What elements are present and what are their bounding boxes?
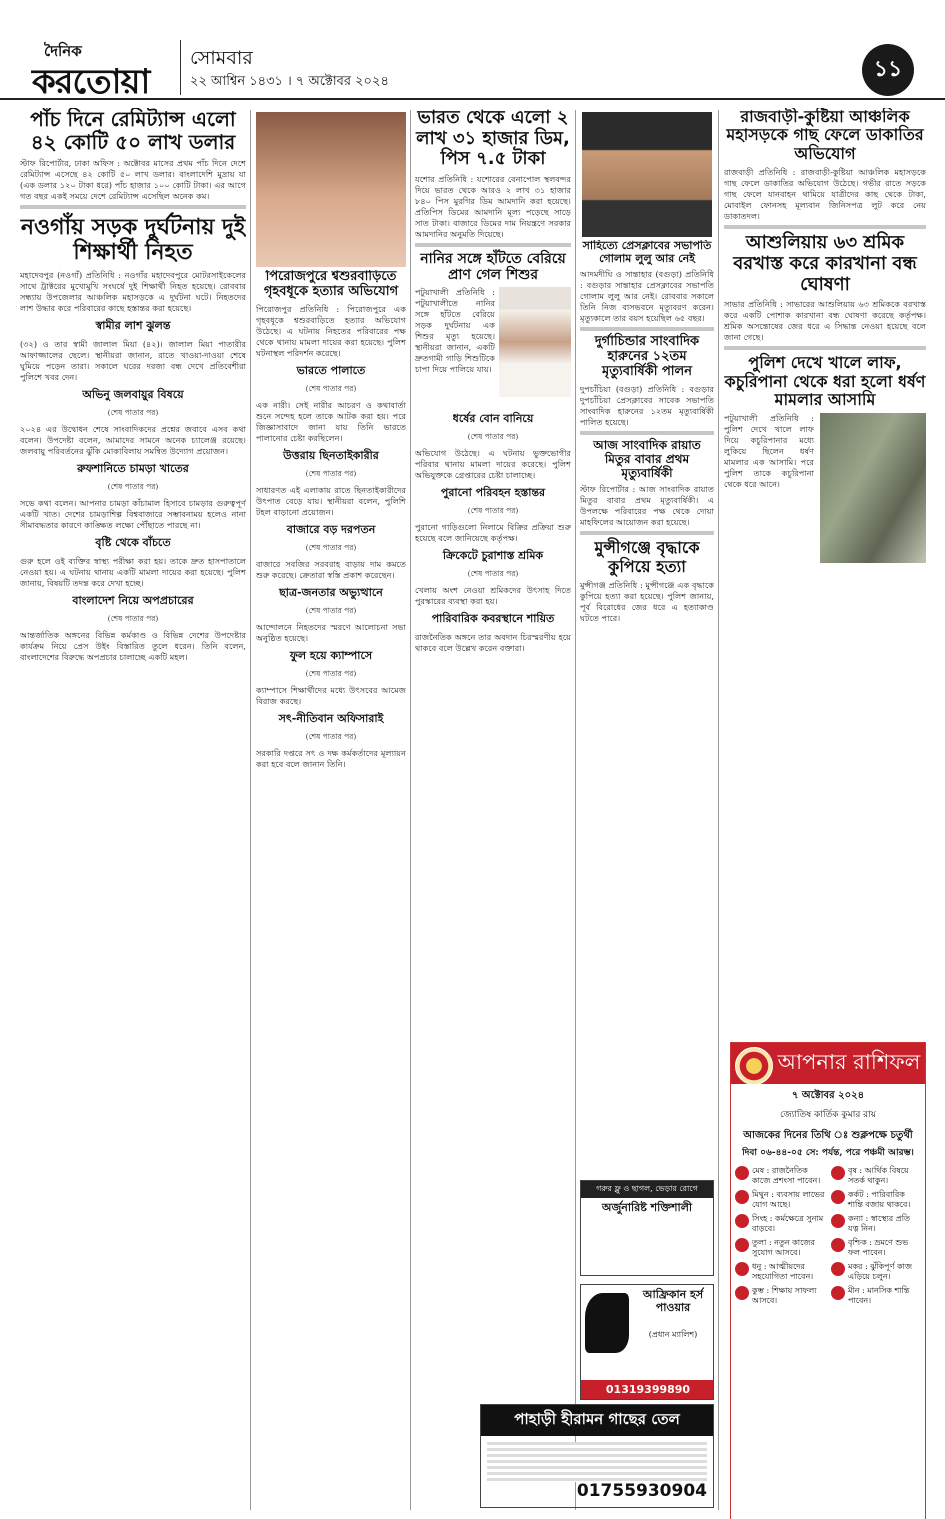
- headline-child-death: নানির সঙ্গে হাঁটতে বেরিয়ে প্রাণ গেল শিশুর: [420, 251, 566, 284]
- subhead-transport: পুরানো পরিবহন হস্তান্তর: [440, 486, 546, 500]
- ad-phone: 01319399890: [581, 1380, 714, 1399]
- zodiac-sign-text: তুলা : নতুন কাজের সুযোগ আসবে।: [752, 1238, 815, 1257]
- child-photo: [499, 287, 571, 397]
- zodiac-sign-item: [831, 1190, 921, 1210]
- zodiac-sign-text: ধনু : আত্মীয়দের সহযোগিতা পাবেন।: [752, 1262, 814, 1281]
- column-2: [256, 270, 406, 1510]
- ad-subtitle: (প্রধান ম্যালিশ): [648, 1330, 698, 1339]
- article-naogaon-accident: মহাদেবপুর (নওগাঁ) প্রতিনিধি : নওগাঁর মহাদেবপুরে মোটরসাইকেলের সাথে ট্রাক্টরের মুখোমুখি সংঘর্ষে দুই শিক্ষার্থী নিহত হয়েছে। রোববার সন্ধ্যায় উপজেলার আঞ্চলিক মহাসড়কে এ দুর্ঘটনা ঘটে। নিহতদের লাশ উদ্ধার করে পরিবারের কাছে হস্তান্তর করা হয়েছে।: [20, 269, 246, 313]
- headline-anniversary: আজ সাংবাদিক রায়াত মিতুর বাবার প্রথম মৃত্যুবার্ষিকী: [593, 438, 701, 480]
- headline-pirojpur: পিরোজপুরে শ্বশুরবাড়িতে গৃহবধূকে হত্যার অভিযোগ: [263, 270, 399, 299]
- zodiac-icon: [831, 1214, 845, 1228]
- horoscope-box: [730, 1042, 926, 1519]
- zodiac-sign-text: সিংহ : কর্মক্ষেত্রে সুনাম বাড়বে।: [752, 1214, 824, 1233]
- continued-note: (শেষ পাতার পর): [305, 542, 357, 552]
- ad-arjunarishta: [580, 1180, 714, 1276]
- journalist-photo: [582, 112, 712, 237]
- subhead-cricket: ক্রিকেটে চুরাশাস্ত শ্রমিক: [442, 549, 544, 563]
- zodiac-sign-item: [831, 1286, 921, 1306]
- article-india-escape: এক নারী। সেই নারীর আচরণ ও কথাবার্তা শুনে সন্দেহ হলে তাকে আটক করা হয়। পরে জিজ্ঞাসাবাদে জানা যায় তিনি ভারতে পালানোর চেষ্টা করছিলেন।: [256, 399, 406, 443]
- zodiac-icon: [735, 1166, 749, 1180]
- continued-note: (শেষ পাতার পর): [467, 569, 519, 579]
- masthead: [0, 0, 945, 100]
- subhead-india-escape: ভারতে পালাতে: [296, 363, 366, 377]
- article-harun: দুপচাঁচিয়া (বগুড়া) প্রতিনিধি : বগুড়ার দুপচাঁচিয়া প্রেসক্লাবের সাবেক সভাপতি সাংবাদিক হারুনের ১২তম মৃত্যুবার্ষিকী পালিত হয়েছে।: [580, 384, 714, 428]
- column-rule: [250, 110, 251, 1510]
- continued-note: (শেষ পাতার পর): [305, 668, 357, 678]
- continued-note: (শেষ পাতার পর): [107, 481, 159, 491]
- masthead-day: সোমবার: [190, 47, 253, 69]
- zodiac-sign-item: [735, 1166, 825, 1186]
- newspaper-logo: করতোয়া: [32, 62, 150, 102]
- divider: [580, 531, 714, 535]
- article-rain: গুরু হলে ওই ব্যক্তির স্বাস্থ্য পরীক্ষা করা হয়। তাকে দ্রুত হাসপাতালে নেওয়া হয়। এ ঘটনায় থানায় একটি মামলা দায়ের করা হয়েছে। পুলিশ জানায়, বিষয়টি তদন্ত করে দেখা হচ্ছে।: [20, 555, 246, 588]
- article-husband: (৩২) ও তার স্বামী জালাল মিয়া (৪২)। জালাল মিয়া পাতারীর আফাজ্জালের ছেলে। স্থানীয়রা জানান, রাতে খাওয়া-দাওয়া শেষে ঘুমিয়ে পড়েন তারা। সকালে ঘরের দরজা বন্ধ দেখে প্রতিবেশীরা পুলিশে খবর দেন।: [20, 338, 246, 382]
- ad-title: আফ্রিকান হর্স পাওয়ার: [642, 1288, 704, 1314]
- victim-photo: [256, 112, 406, 267]
- subhead-officers: সৎ-নীতিবান অফিসারাই: [278, 711, 384, 725]
- masthead-date: ২২ আশ্বিন ১৪৩১ । ৭ অক্টোবর ২০২৪: [190, 74, 389, 89]
- zodiac-sign-text: মেষ : রাজনৈতিক কাজে প্রশংসা পাবেন।: [752, 1166, 821, 1185]
- zodiac-sign-text: কর্কট : পারিবারিক শান্তি বজায় থাকবে।: [848, 1190, 911, 1209]
- zodiac-sign-item: [735, 1238, 825, 1258]
- column-rule: [718, 110, 719, 1510]
- ad-top-line: গরুর ফ্লু ও ছাগল, ভেড়ার রোগে: [581, 1181, 713, 1198]
- zodiac-sign-item: [831, 1238, 921, 1258]
- horse-icon: [585, 1293, 629, 1353]
- zodiac-icon: [831, 1238, 845, 1252]
- horoscope-date: ৭ অক্টোবর ২০২৪: [791, 1090, 865, 1101]
- divider: [580, 327, 714, 331]
- zodiac-icon: [831, 1190, 845, 1204]
- zodiac-icon: [735, 1238, 749, 1252]
- article-officers: সরকারি দপ্তরে সৎ ও দক্ষ কর্মকর্তাদের মূল্যায়ন করা হবে বলে জানান তিনি।: [256, 747, 406, 769]
- headline-obituary: সাহিত্যে প্রেসক্লাবের সভাপতি গোলাম লুলু আর নেই: [582, 240, 712, 265]
- zodiac-icon: [735, 1286, 749, 1300]
- article-propaganda: আন্তর্জাতিক অঙ্গনের বিভিন্ন কর্মকাণ্ড ও বিভিন্ন দেশের উপদেষ্টার কার্যক্রম নিয়ে প্রেস উইং বিস্তারিত তুলে ধরেন। তিনি বলেন, বাংলাদেশের বিরুদ্ধে অপপ্রচার চালাচ্ছে একটি মহল।: [20, 629, 246, 662]
- headline-robbery: রাজবাড়ী-কুষ্টিয়া আঞ্চলিক মহাসড়কে গাছ ফেলে ডাকাতির অভিযোগ: [726, 108, 924, 163]
- zodiac-signs-grid: [731, 1166, 925, 1306]
- zodiac-sign-text: মিথুন : ব্যবসায় লাভের যোগ আছে।: [752, 1190, 825, 1209]
- divider: [724, 225, 926, 229]
- zodiac-icon: [831, 1286, 845, 1300]
- article-transport: পুরানো গাড়িগুলো নিলামে বিক্রির প্রক্রিয়া শুরু হয়েছে বলে জানিয়েছে কর্তৃপক্ষ।: [415, 522, 571, 544]
- divider: [580, 431, 714, 435]
- article-climate: ২০২৪ এর উদ্বোধন শেষে সাংবাদিকদের প্রশ্নের জবাবে এসব কথা বলেন। উপদেষ্টা বলেন, আমাদের সামনে অনেক চ্যালেঞ্জ রয়েছে। জলবায়ু পরিবর্তনের ঝুঁকি মোকাবিলায় সমন্বিত উদ্যোগ প্রয়োজন।: [20, 423, 246, 456]
- ad-body-text: [487, 1442, 707, 1482]
- zodiac-sign-item: [735, 1262, 825, 1282]
- headline-naogaon-accident: নওগাঁয় সড়ক দুর্ঘটনায় দুই শিক্ষার্থী নিহত: [20, 215, 246, 266]
- continued-note: (শেষ পাতার পর): [305, 605, 357, 615]
- page-number: ১১: [862, 44, 914, 96]
- article-eggs: যশোর প্রতিনিধি : যশোরের বেনাপোল স্থলবন্দর দিয়ে ভারত থেকে আরও ২ লাখ ৩১ হাজার ৮৪০ পিস মুরগির ডিম আমদানি করা হয়েছে। প্রতিপিস ডিমের আমদানি মূল্য পড়েছে সাড়ে সাত টাকা। বাজারে ডিমের দাম নিয়ন্ত্রণে সরকার আমদানির অনুমতি দিয়েছে।: [415, 174, 571, 240]
- column-rule: [575, 110, 576, 1510]
- article-uttara: সাধারণত এই এলাকায় রাতে ছিনতাইকারীদের উৎপাত বেড়ে যায়। স্থানীয়রা বলেন, পুলিশি টহল বাড়ানো প্রয়োজন।: [256, 484, 406, 517]
- headline-police-canal: পুলিশ দেখে খালে লাফ, কচুরিপানা থেকে ধরা হলো ধর্ষণ মামলার আসামি: [724, 353, 926, 410]
- article-cricket: খেলায় অংশ নেওয়া শ্রমিকদের উৎসাহ দিতে পুরস্কারের ব্যবস্থা করা হয়।: [415, 585, 571, 607]
- subhead-uttara: উত্তরায় ছিনতাইকারীর: [283, 448, 379, 462]
- subhead-husband: স্বামীর লাশ ঝুলন্ত: [95, 318, 171, 332]
- continued-note: (শেষ পাতার পর): [305, 468, 357, 478]
- tithi-time: দিবা ০৬-৪৪-০৫ সে: পর্যন্ত, পরে পঞ্চমী আরম্ভ।: [742, 1148, 914, 1158]
- article-ashulia: সাভার প্রতিনিধি : সাভারের আশুলিয়ায় ৬৩ শ্রমিককে বরখাস্ত করে একটি পোশাক কারখানা বন্ধ ঘোষণা করেছে কর্তৃপক্ষ। শ্রমিক অসন্তোষের জের ধরে এ সিদ্ধান্ত নেওয়া হয়েছে বলে জানা গেছে।: [724, 299, 926, 343]
- article-graveyard: রাজনৈতিক অঙ্গনে তার অবদান চিরস্মরণীয় হয়ে থাকবে বলে উল্লেখ করেন বক্তারা।: [415, 632, 571, 654]
- continued-note: (শেষ পাতার পর): [467, 432, 519, 442]
- ad-horse-power: [580, 1284, 714, 1400]
- arrest-photo: [820, 413, 926, 563]
- zodiac-wheel-icon: [735, 1047, 773, 1085]
- headline-ashulia: আশুলিয়ায় ৬৩ শ্রমিক বরখাস্ত করে কারখানা বন্ধ ঘোষণা: [733, 232, 917, 295]
- subhead-climate: অভিনু জলবায়ুর বিষয়ে: [82, 387, 184, 401]
- divider: [724, 346, 926, 350]
- continued-note: (শেষ পাতার পর): [305, 383, 357, 393]
- article-pirojpur: পিরোজপুর প্রতিনিধি : পিরোজপুরে এক গৃহবধূকে শ্বশুরবাড়িতে হত্যার অভিযোগ উঠেছে। এ ঘটনায় নিহতের পরিবারের পক্ষ থেকে থানায় মামলা দায়ের করা হয়েছে। পুলিশ ঘটনাস্থল পরিদর্শন করেছে।: [256, 303, 406, 358]
- subhead-market: বাজারে বড় দরপতন: [286, 522, 376, 536]
- continued-note: (শেষ পাতার পর): [107, 407, 159, 417]
- article-munshiganj: মুন্সীগঞ্জ প্রতিনিধি : মুন্সীগঞ্জে এক বৃদ্ধাকে কুপিয়ে হত্যা করা হয়েছে। পুলিশ জানায়, পূর্ব বিরোধের জের ধরে এ হত্যাকাণ্ড ঘটতে পারে।: [580, 580, 714, 624]
- zodiac-sign-text: কুম্ভ : শিক্ষায় সাফল্য আসবে।: [752, 1286, 817, 1305]
- zodiac-icon: [735, 1190, 749, 1204]
- headline-harun: দুর্গাচিন্ডার সাংবাদিক হারুনের ১২তম মৃত্যুবার্ষিকী পালন: [594, 334, 700, 380]
- article-leather: সভে কথা বলেন। আপনার চামড়া কাঁচামাল হিসাবে চামড়ার গুরুত্বপূর্ণ একটি খাত। দেশের চামড়াশিল্প বিশ্ববাজারে সম্ভাবনাময় হলেও নানা সীমাবদ্ধতার কারণে কাঙ্ক্ষিত লক্ষ্যে পৌঁছাতে পারছে না।: [20, 497, 246, 530]
- article-market: বাজারে সবজির সরবরাহ বাড়ায় দাম কমতে শুরু করেছে। ক্রেতারা স্বস্তি প্রকাশ করেছেন।: [256, 558, 406, 580]
- tithi-heading: আজকের দিনের তিথি ঃ শুক্লপক্ষে চতুর্থী: [743, 1130, 913, 1141]
- article-robbery: রাজবাড়ী প্রতিনিধি : রাজবাড়ী-কুষ্টিয়া আঞ্চলিক মহাসড়কে গাছ ফেলে ডাকাতির অভিযোগ উঠেছে। গভীর রাতে সড়কে গাছ ফেলে যানবাহন থামিয়ে যাত্রীদের কাছ থেকে টাকা, মোবাইল ফোনসহ মূল্যবান জিনিসপত্র লুট করে নেয় ডাকাতদল।: [724, 167, 926, 222]
- column-4: [580, 240, 714, 1170]
- subhead-propaganda: বাংলাদেশ নিয়ে অপপ্রচারের: [72, 593, 194, 607]
- zodiac-icon: [735, 1214, 749, 1228]
- divider: [415, 243, 571, 247]
- article-anniversary: স্টাফ রিপোর্টার : আজ সাংবাদিক রায়াত মিতুর বাবার প্রথম মৃত্যুবার্ষিকী। এ উপলক্ষে পরিবারের পক্ষ থেকে দোয়া মাহফিলের আয়োজন করা হয়েছে।: [580, 484, 714, 528]
- continued-note: (শেষ পাতার পর): [467, 506, 519, 516]
- subhead-sister: ধর্ষের বোন বানিয়ে: [452, 412, 534, 426]
- subhead-leather: রুফশানিতে চামড়া খাতের: [77, 461, 189, 475]
- zodiac-sign-item: [831, 1214, 921, 1234]
- article-campus: ক্যাম্পাসে শিক্ষার্থীদের মধ্যে উৎসবের আমেজ বিরাজ করছে।: [256, 684, 406, 706]
- masthead-divider: [180, 40, 181, 95]
- headline-remittance: পাঁচ দিনে রেমিট্যান্স এলো ৪২ কোটি ৫০ লাখ ডলার: [30, 108, 236, 154]
- ad-hiraman-oil: [480, 1404, 714, 1508]
- column-1: [20, 108, 246, 1513]
- horoscope-title: আপনার রাশিফল: [731, 1043, 925, 1084]
- subhead-campus: ফুল হয়ে ক্যাম্পাসে: [289, 648, 373, 662]
- article-child-death: পটুয়াখালী প্রতিনিধি : পটুয়াখালীতে নানির সঙ্গে হাঁটতে বেরিয়ে সড়ক দুর্ঘটনায় এক শিশুর মৃত্যু হয়েছে। স্থানীয়রা জানান, একটি দ্রুতগামী গাড়ি শিশুটিকে চাপা দিয়ে পালিয়ে যায়।: [415, 287, 495, 375]
- zodiac-sign-item: [735, 1190, 825, 1210]
- zodiac-sign-item: [735, 1286, 825, 1306]
- article-uprising: আন্দোলনে নিহতদের স্মরণে আলোচনা সভা অনুষ্ঠিত হয়েছে।: [256, 621, 406, 643]
- logo-small: দৈনিক: [44, 42, 82, 60]
- zodiac-sign-text: কন্যা : স্বাস্থ্যের প্রতি যত্ন নিন।: [848, 1214, 911, 1233]
- zodiac-icon: [831, 1262, 845, 1276]
- headline-munshiganj: মুন্সীগঞ্জে বৃদ্ধাকে কুপিয়ে হত্যা: [594, 538, 700, 576]
- column-3: [415, 108, 571, 1513]
- subhead-graveyard: পারিবারিক কবরস্থানে শায়িত: [431, 612, 555, 626]
- column-rule: [410, 110, 411, 1510]
- zodiac-sign-item: [831, 1166, 921, 1186]
- column-5: [724, 108, 926, 1038]
- continued-note: (শেষ পাতার পর): [107, 613, 159, 623]
- subhead-rain: বৃষ্টি থেকে বাঁচতে: [95, 535, 171, 549]
- zodiac-sign-text: মকর : ঝুঁকিপূর্ণ কাজ এড়িয়ে চলুন।: [848, 1262, 913, 1281]
- zodiac-sign-text: বৃষ : আর্থিক বিষয়ে সতর্ক থাকুন।: [848, 1166, 909, 1185]
- zodiac-sign-text: মীন : মানসিক শান্তি পাবেন।: [848, 1286, 910, 1305]
- ad-phone: 01755930904: [576, 1481, 707, 1501]
- zodiac-sign-item: [735, 1214, 825, 1234]
- zodiac-icon: [735, 1262, 749, 1276]
- horoscope-author: জ্যোতিষ কার্তিক কুমার রায়: [779, 1110, 877, 1120]
- zodiac-icon: [831, 1166, 845, 1180]
- article-remittance: স্টাফ রিপোর্টার, ঢাকা অফিস : অক্টোবর মাসের প্রথম পাঁচ দিনে দেশে রেমিট্যান্স এসেছে ৪২ কোটি ৫০ লাখ ডলার। বাংলাদেশি মুদ্রায় যা (এক ডলার ১২০ টাকা ধরে) পাঁচ হাজার ১০০ কোটি টাকা। এর আগে গত বছর একই সময়ে দেশে রেমিট্যান্স এসেছিল অনেক কম।: [20, 158, 246, 201]
- divider: [20, 205, 246, 209]
- article-sister: অভিযোগ উঠেছে। এ ঘটনায় ভুক্তভোগীর পরিবার থানায় মামলা দায়ের করেছে। পুলিশ অভিযুক্তকে গ্রেপ্তারের চেষ্টা চালাচ্ছে।: [415, 448, 571, 481]
- ad-title: পাহাড়ী হীরামন গাছের তেল: [481, 1405, 713, 1436]
- article-police-canal: পটুয়াখালী প্রতিনিধি : পুলিশ দেখে খালে লাফ দিয়ে কচুরিপানার মধ্যে লুকিয়ে ছিলেন ধর্ষণ মামলার এক আসামি। পরে পুলিশ তাকে কচুরিপানা থেকে ধরে আনে।: [724, 413, 814, 490]
- zodiac-sign-text: বৃশ্চিক : ভ্রমণে শুভ ফল পাবেন।: [848, 1238, 909, 1257]
- ad-title: অর্জুনারিষ্ট শক্তিশালী: [601, 1201, 693, 1214]
- subhead-uprising: ছাত্র-জনতার অভ্যুত্থানে: [279, 585, 383, 599]
- zodiac-sign-item: [831, 1262, 921, 1282]
- headline-eggs: ভারত থেকে এলো ২ লাখ ৩১ হাজার ডিম, পিস ৭.৫ টাকা: [416, 108, 570, 170]
- continued-note: (শেষ পাতার পর): [305, 731, 357, 741]
- article-obituary: আদমদীঘি ও সান্তাহার (বগুড়া) প্রতিনিধি : বগুড়ার সান্তাহার প্রেসক্লাবের সভাপতি গোলাম লুলু আর নেই। রোববার সকালে তিনি নিজ বাসভবনে মৃত্যুবরণ করেন। মৃত্যুকালে তার বয়স হয়েছিল ৬৫ বছর।: [580, 269, 714, 324]
